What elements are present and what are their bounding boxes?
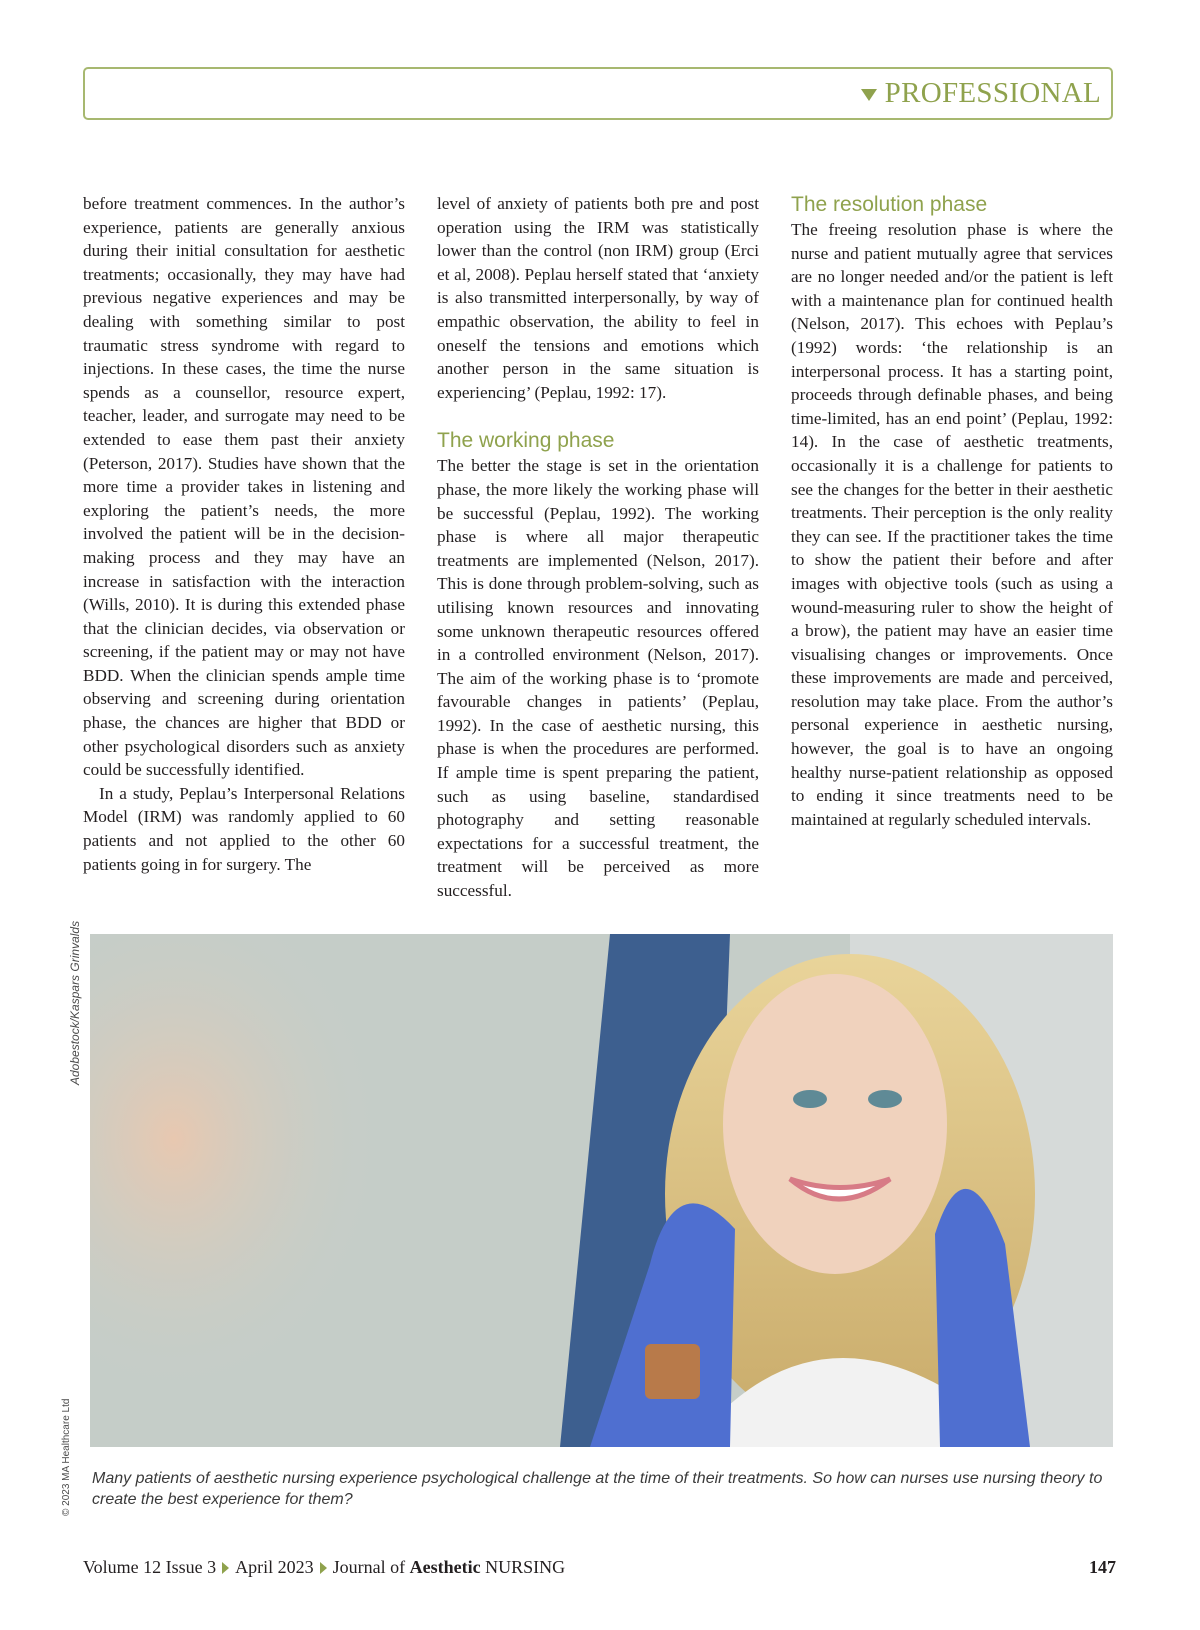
photo-caption: Many patients of aesthetic nursing experience psychological challenge at the time of their treatments. So how can nurses use nursing theory to create the best experience for them? xyxy=(92,1470,1103,1508)
volume-issue: Volume 12 Issue 3 xyxy=(83,1557,217,1577)
paragraph: The freeing resolution phase is where the nurse and patient mutually agree that services are no longer needed and/or the patient is left with a maintenance plan for continued health (Nelson, 2017). This echoes with Peplau’s (1992) words: ‘the relationship is an interpersonal process. It has a starting point, proceeds through definable phases, and being time-limited, has an end point’ (Peplau, 1992: 14). In the case of aesthetic treatments, occasionally it is a challenge for patients to see the changes for the better in their aesthetic treatments. Their perception is the only reality they can see. If the practitioner takes the time to show the patient their before and after images with objective tools (such as using a wound-measuring ruler to show the height of a brow), the patient may have an easier time visualising changes or improvements. Once these improvements are made and perceived, resolution may take place. From the author’s personal experience in aesthetic nursing, however, the goal is to have an ongoing healthy nurse-patient relationship as opposed to ending it since treatments need to be maintained at regularly scheduled intervals. xyxy=(791,220,1113,829)
journal-suffix: NURSING xyxy=(485,1557,566,1577)
page-number: 147 xyxy=(1089,1557,1116,1577)
paragraph: In a study, Peplau’s Interpersonal Relations Model (IRM) was randomly applied to 60 patients and not applied to the other 60 patients going in for surgery. The xyxy=(83,783,405,874)
page-footer xyxy=(83,1557,565,1578)
triangle-down-icon xyxy=(861,89,877,101)
paragraph: The better the stage is set in the orientation phase, the more likely the working phase will be successful (Peplau, 1992). The working phase is where all major therapeutic treatments are implemented (Nelson, 2017). This is done through problem-solving, such as utilising known resources and innovating some unknown therapeutic resources offered in a controlled environment (Nelson, 2017). The aim of the working phase is to ‘promote favourable changes in patients’ (Peplau, 1992). In the case of aesthetic nursing, this phase is when the procedures are performed. If ample time is spent preparing the patient, such as using baseline, standardised photography and setting reasonable expectations for a successful treatment, the treatment will be perceived as more successful. xyxy=(437,456,759,901)
copyright-notice: © 2023 MA Healthcare Ltd xyxy=(61,1398,72,1516)
section-label xyxy=(861,77,1101,110)
triangle-right-icon xyxy=(320,1562,327,1574)
issue-date: April 2023 xyxy=(235,1557,314,1577)
section-heading-resolution-phase: The resolution phase xyxy=(791,193,988,216)
patient-photo-illustration xyxy=(90,934,1113,1447)
paragraph: level of anxiety of patients both pre and post operation using the IRM was statistically lower than the control (non IRM) group (Erci et al, 2008). Peplau herself stated that ‘anxiety is also transmitted interpersonally, by way of empathic observation, the ability to feel in oneself the tensions and emotions which another person in the same situation is experiencing’ (Peplau, 1992: 17). xyxy=(437,194,759,402)
triangle-right-icon xyxy=(222,1562,229,1574)
journal-bold: Aesthetic xyxy=(409,1557,481,1577)
journal-prefix: Journal of xyxy=(332,1557,406,1577)
section-header-box xyxy=(83,67,1113,120)
section-label-text: PROFESSIONAL xyxy=(884,77,1101,109)
paragraph: before treatment commences. In the author’s experience, patients are generally anxious during their initial consultation for aesthetic treatments; occasionally, they may have had previous negative experiences and may be dealing with something similar to post traumatic stress syndrome with regard to injections. In these cases, the time the nurse spends as a counsellor, resource expert, teacher, leader, and surrogate may need to be extended to ease them past their anxiety (Peterson, 2017). Studies have shown that the more time a provider takes in listening and exploring the patient’s needs, the more involved the patient will be in the decision-making process and they may have an increase in satisfaction with the interaction (Wills, 2010). It is during this extended phase that the clinician decides, via observation or screening, if the patient may or may not have BDD. When the clinician spends ample time observing and screening during orientation phase, the chances are higher that BDD or other psychological disorders such as anxiety could be successfully identified. xyxy=(83,194,405,780)
section-heading-working-phase: The working phase xyxy=(437,429,615,453)
photo-credit: Adobestock/Kaspars Grinvalds xyxy=(68,920,82,1085)
article-column-3 xyxy=(791,192,1113,831)
article-column-2 xyxy=(437,192,759,903)
article-photo xyxy=(90,934,1113,1447)
article-column-1 xyxy=(83,192,405,876)
